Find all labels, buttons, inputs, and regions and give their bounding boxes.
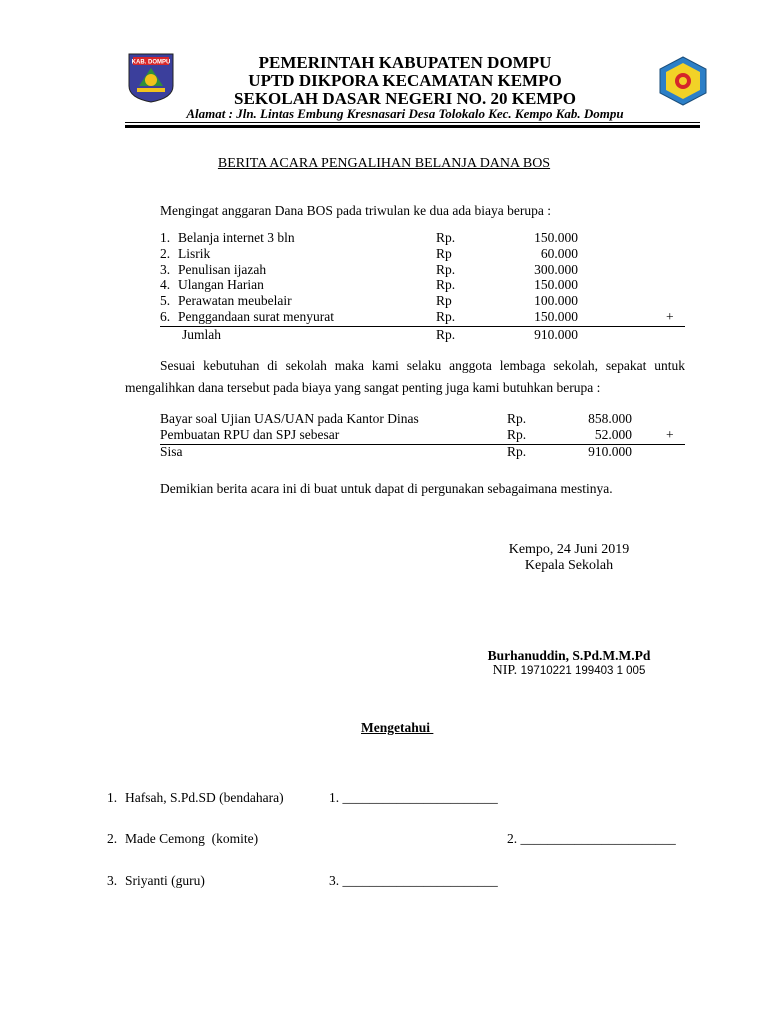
item-currency: Rp. bbox=[436, 262, 456, 277]
item-currency: Rp bbox=[436, 293, 452, 308]
item-number: 6. bbox=[160, 309, 171, 324]
witness-name: Made Cemong (komite) bbox=[125, 831, 259, 846]
realloc-amount: 858.000 bbox=[588, 411, 632, 426]
item-number: 2. bbox=[160, 246, 171, 261]
witness-name: Sriyanti (guru) bbox=[125, 873, 205, 888]
header-rule-thin bbox=[125, 122, 700, 123]
item-currency: Rp bbox=[436, 246, 452, 261]
item-number: 5. bbox=[160, 293, 171, 308]
item-label: Ulangan Harian bbox=[178, 277, 264, 292]
item-amount: 150.000 bbox=[534, 277, 578, 292]
list-item bbox=[160, 230, 685, 246]
item-number: 3. bbox=[160, 262, 171, 277]
total-row bbox=[160, 327, 685, 343]
item-label: Penggandaan surat menyurat bbox=[178, 309, 334, 324]
item-label: Penulisan ijazah bbox=[178, 262, 267, 277]
list-item bbox=[160, 246, 685, 262]
item-label: Belanja internet 3 bln bbox=[178, 230, 295, 245]
item-currency: Rp. bbox=[436, 230, 456, 245]
tut-wuri-handayani-logo bbox=[656, 55, 710, 107]
witness-number: 1. bbox=[107, 790, 118, 805]
remainder-label: Sisa bbox=[160, 444, 183, 459]
item-amount: 150.000 bbox=[534, 230, 578, 245]
item-label: Lisrik bbox=[178, 246, 211, 261]
paragraph-reallocation: Sesuai kebutuhan di sekolah maka kami selaku anggota lembaga sekolah, sepakat untuk mengalihkan dana tersebut pada biaya yang sangat penting juga kami butuhkan berupa : bbox=[125, 358, 685, 395]
remainder-row bbox=[160, 444, 685, 460]
plus-sign: + bbox=[666, 427, 674, 442]
header-line-3: SEKOLAH DASAR NEGERI NO. 20 KEMPO bbox=[234, 89, 576, 108]
witness-signature-line: 2. _______________________ bbox=[507, 831, 676, 846]
total-label: Jumlah bbox=[182, 327, 221, 342]
realloc-label: Bayar soal Ujian UAS/UAN pada Kantor Dinas bbox=[160, 411, 419, 426]
item-amount: 60.000 bbox=[540, 246, 578, 261]
remainder-currency: Rp. bbox=[507, 444, 527, 459]
item-amount: 300.000 bbox=[534, 262, 578, 277]
realloc-currency: Rp. bbox=[507, 427, 527, 442]
realloc-label: Pembuatan RPU dan SPJ sebesar bbox=[160, 427, 340, 442]
nip-value: 19710221 199403 1 005 bbox=[520, 665, 646, 677]
realloc-currency: Rp. bbox=[507, 411, 527, 426]
signer-name: Burhanuddin, S.Pd.M.M.Pd bbox=[487, 648, 651, 663]
list-item bbox=[160, 427, 685, 443]
item-amount: 100.000 bbox=[534, 293, 578, 308]
intro-text: Mengingat anggaran Dana BOS pada triwulan ke dua ada biaya berupa : bbox=[160, 203, 551, 218]
realloc-amount: 52.000 bbox=[594, 427, 632, 442]
item-amount: 150.000 bbox=[534, 309, 578, 324]
total-amount: 910.000 bbox=[534, 327, 578, 342]
list-item bbox=[160, 277, 685, 293]
witness-name: Hafsah, S.Pd.SD (bendahara) bbox=[125, 790, 284, 805]
signer-nip bbox=[459, 663, 679, 679]
witness-signature-line: 3. _______________________ bbox=[329, 873, 498, 888]
list-item bbox=[160, 262, 685, 278]
header-rule-thick bbox=[125, 125, 700, 128]
signer-role: Kepala Sekolah bbox=[524, 558, 614, 573]
witness-number: 2. bbox=[107, 831, 118, 846]
header-line-2: UPTD DIKPORA KECAMATAN KEMPO bbox=[248, 71, 562, 90]
witness-number: 3. bbox=[107, 873, 118, 888]
place-date: Kempo, 24 Juni 2019 bbox=[508, 542, 630, 557]
header-address: Alamat : Jln. Lintas Embung Kresnasari Desa Tolokalo Kec. Kempo Kab. Dompu bbox=[186, 106, 624, 121]
witness-signature-line: 1. _______________________ bbox=[329, 790, 498, 805]
acknowledge-title: Mengetahui bbox=[361, 720, 434, 735]
logo-left-text: KAB. DOMPU bbox=[131, 59, 171, 66]
total-currency: Rp. bbox=[436, 327, 456, 342]
item-number: 4. bbox=[160, 277, 171, 292]
plus-sign: + bbox=[666, 309, 674, 324]
dompu-regency-logo bbox=[125, 52, 177, 104]
nip-label: NIP. bbox=[492, 663, 518, 678]
remainder-amount: 910.000 bbox=[588, 444, 632, 459]
item-currency: Rp. bbox=[436, 277, 456, 292]
list-item bbox=[160, 309, 685, 325]
header-line-1: PEMERINTAH KABUPATEN DOMPU bbox=[258, 53, 552, 72]
item-number: 1. bbox=[160, 230, 171, 245]
document-title: BERITA ACARA PENGALIHAN BELANJA DANA BOS bbox=[217, 156, 551, 171]
item-label: Perawatan meubelair bbox=[178, 293, 292, 308]
closing-text: Demikian berita acara ini di buat untuk dapat di pergunakan sebagaimana mestinya. bbox=[160, 481, 613, 496]
list-item bbox=[160, 293, 685, 309]
item-currency: Rp. bbox=[436, 309, 456, 324]
list-item bbox=[160, 411, 685, 427]
